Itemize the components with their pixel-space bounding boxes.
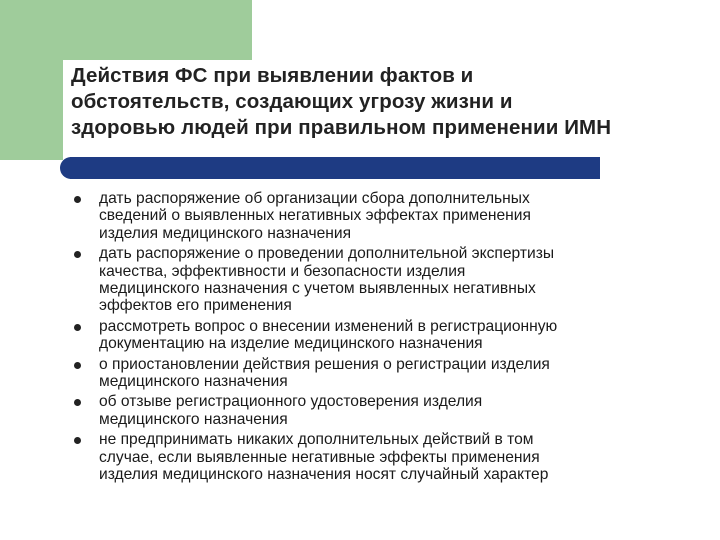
bullet-text: дать распоряжение о проведении дополнительной экспертизы качества, эффективности и безопасности изделия медицинского назначения с учетом выявленных негативных эффектов его применения: [99, 245, 555, 315]
bullet-item: [72, 356, 712, 391]
bullet-text: о приостановлении действия решения о регистрации изделия медицинского назначения: [99, 355, 550, 391]
bullet-dot-icon: [74, 362, 81, 369]
bullet-item: [72, 393, 712, 428]
bullet-text: об отзыве регистрационного удостоверения изделия медицинского назначения: [99, 393, 483, 428]
bullet-item: [72, 431, 712, 483]
bullet-dot-icon: [74, 399, 81, 406]
bullet-dot-icon: [74, 251, 81, 258]
bullet-text: не предпринимать никаких дополнительных действий в том случае, если выявленные негативные эффекты применения изделия медицинского назначения носят случайный характер: [99, 431, 549, 484]
bullet-item: [72, 190, 712, 242]
title-divider-bar: [70, 157, 600, 179]
bullet-dot-icon: [74, 324, 81, 331]
bullet-text: дать распоряжение об организации сбора дополнительных сведений о выявленных негативных эффектах применения изделия медицинского назначения: [99, 190, 531, 242]
slide-title: Действия ФС при выявлении фактов и обстоятельств, создающих угрозу жизни и здоровью людей при правильном применении ИМН: [71, 64, 612, 139]
bullet-dot-icon: [74, 196, 81, 203]
bullet-text: рассмотреть вопрос о внесении изменений в регистрационную документацию на изделие медицинского назначения: [99, 317, 558, 353]
bullet-item: [72, 318, 712, 353]
bullet-item: [72, 245, 712, 315]
bullet-list: [72, 190, 712, 487]
bullet-dot-icon: [74, 437, 81, 444]
